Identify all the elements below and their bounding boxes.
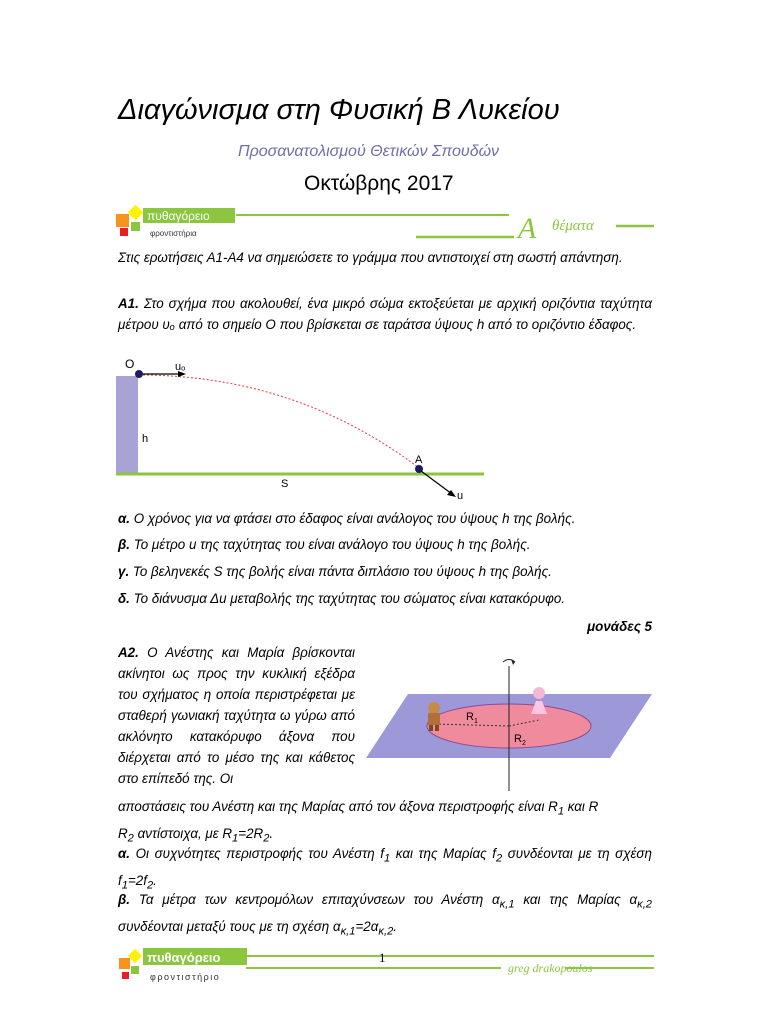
option-a2-a: α. Οι συχνότητες περιστροφής του Ανέστη $f_1$ και της Μαρίας $f_2$ συνδέονται με τη σχέση $f_1=2f_2$.: [118, 846, 652, 892]
section-letter: Α: [518, 212, 537, 244]
label-a: A: [415, 454, 423, 466]
question-a2-column: [118, 642, 355, 789]
marks-label: μονάδες 5: [587, 619, 652, 634]
text-part: =2f: [127, 872, 147, 888]
a1-text: Στο σχήμα που ακολουθεί, ένα μικρό σώμα εκτοξεύεται με αρχική οριζόντια ταχύτητα μέτρου υₒ από το σημείο Ο που βρίσκεται σε ταράτσα ύψους h από το οριζόντιο έδαφος.: [118, 296, 652, 332]
text-part: =2α: [355, 918, 379, 934]
option-label: α.: [118, 511, 131, 526]
trajectory: [139, 375, 419, 468]
page-subtitle: Προσανατολισμού Θετικών Σπουδών: [238, 143, 500, 160]
label-u0: uₒ: [175, 361, 186, 373]
point-o: [135, 370, 143, 378]
label-o: O: [125, 357, 135, 371]
a1-label: Α1.: [118, 296, 139, 311]
text-part: αποστάσεις του Ανέστη και της Μαρίας από τον άξονα περιστροφής είναι R: [118, 799, 558, 814]
option-a1-c: [118, 561, 652, 582]
text-part: Τα μέτρα των κεντρομόλων επιταχύνσεων του Ανέστη α: [138, 892, 500, 907]
brand-logo-icon: [116, 205, 143, 236]
brand-tagline: φροντιστήρια: [150, 229, 197, 238]
option-text: Το βεληνεκές S της βολής είναι πάντα διπλάσιο του ύψους h της βολής.: [132, 564, 552, 579]
option-a1-a: [118, 508, 652, 529]
option-a1-d: [118, 588, 652, 609]
label-r2: $R_2$: [514, 733, 526, 747]
text-part: και R: [567, 799, 599, 814]
intro-text: Στις ερωτήσεις Α1-Α4 να σημειώσετε το γράμμα που αντιστοιχεί στη σωστή απάντηση.: [118, 250, 623, 265]
option-label: β.: [118, 537, 131, 552]
label-s: S: [281, 478, 289, 490]
exam-date: Οκτώβρης 2017: [304, 172, 454, 195]
text-part: αντίστοιχα, με R: [137, 825, 233, 841]
footer-tagline: φροντιστήριο: [150, 972, 221, 982]
platform-diagram: [366, 646, 652, 792]
text-part: και της Μαρίας α: [523, 892, 638, 907]
brand-header-bar: [116, 200, 656, 244]
a2-text: Ο Ανέστης και Μαρία βρίσκονται ακίνητοι ως προς την κυκλική εξέδρα του σχήματος η οποία περιστρέφεται με σταθερή γωνιακή ταχύτητα ω γύρω από ακλόνητο κατακόρυφο άξονα που διέρχεται από το μέσο της και κάθετος στο επίπεδό της. Οι: [118, 645, 355, 786]
a2-label: Α2.: [118, 645, 139, 660]
page-number: 1: [379, 950, 386, 965]
option-label: δ.: [118, 591, 130, 606]
option-text: Ο χρόνος για να φτάσει στο έδαφος είναι ανάλογος του ύψους h της βολής.: [133, 511, 576, 526]
footer-logo-icon: [119, 949, 142, 979]
footer-bar: [116, 946, 656, 986]
page-title: Διαγώνισμα στη Φυσική Β Λυκείου: [118, 94, 560, 126]
building: [116, 376, 138, 474]
a2-distances-text: αποστάσεις του Ανέστη και της Μαρίας από τον άξονα περιστροφής είναι $R_1$ και R $R_2$ αντίστοιχα, με $R_1=2R_2$.: [118, 799, 599, 845]
text-part: συνδέονται μεταξύ τους με τη σχέση α: [118, 918, 341, 934]
label-u: u: [457, 490, 464, 502]
option-a1-b: [118, 534, 652, 555]
text-part: Οι συχνότητες περιστροφής του Ανέστη f: [135, 846, 384, 861]
text-part: και της Μαρίας f: [395, 846, 496, 861]
brand-name: πυθαγόρειο: [147, 209, 210, 223]
author-credit: greg drakopoulos: [508, 961, 593, 975]
option-label: β.: [118, 892, 131, 907]
text-part: συνδέονται με τη σχέση f: [118, 846, 652, 888]
projectile-diagram: [116, 356, 486, 504]
option-text: Το διάνυσμα Δu μεταβολής της ταχύτητας του σώματος είναι κατακόρυφο.: [133, 591, 566, 606]
option-text: Το μέτρο u της ταχύτητας του είναι ανάλογο του ύψους h της βολής.: [133, 537, 531, 552]
label-h: h: [142, 433, 149, 445]
option-label: γ.: [118, 564, 130, 579]
option-a2-b: β. Τα μέτρα των κεντρομόλων επιταχύνσεων του Ανέστη $\alpha_{\kappa,1}$ και της Μαρίας $\alpha_{\kappa,2}$ συνδέονται μεταξύ τους με τη σχέση $\alpha_{\kappa,1}=2\alpha_{\kappa,2}$.: [118, 892, 653, 938]
option-label: α.: [118, 846, 131, 861]
question-a1: [118, 293, 652, 335]
label-r1: $R_1$: [466, 711, 478, 725]
footer-brand: πυθαγόρειο: [147, 950, 221, 965]
section-word: θέματα: [552, 218, 594, 234]
